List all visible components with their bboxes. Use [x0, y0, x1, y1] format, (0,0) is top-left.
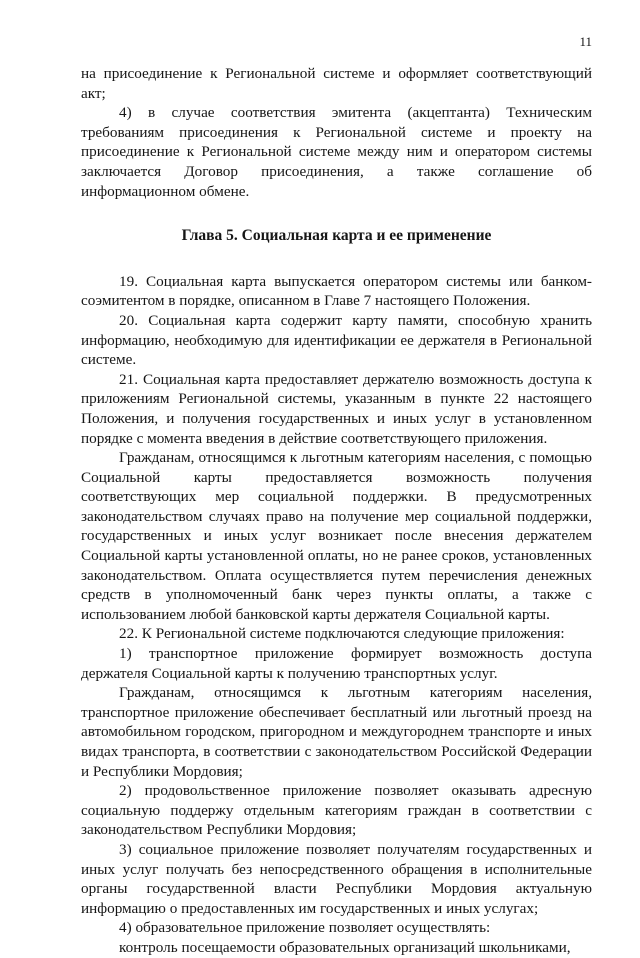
paragraph: 2) продовольственное приложение позволяет оказывать адресную социальную поддержу отдельным категориям граждан в соответствии с законодательством Республики Мордовия; [81, 782, 592, 839]
paragraph: на присоединение к Региональной системе и оформляет соответствующий акт; [81, 65, 592, 102]
paragraph: 3) социальное приложение позволяет получателям государственных и иных услуг получать без непосредственного обращения в исполнительные органы государственной власти Республики Мордовия актуальную информацию о предоставленных им государственных и иных услугах; [81, 840, 592, 917]
paragraph: 4) образовательное приложение позволяет осуществлять: [119, 919, 491, 937]
paragraph: 22. К Региональной системе подключаются следующие приложения: [119, 625, 565, 643]
paragraph: 20. Социальная карта содержит карту памяти, способную хранить информацию, необходимую для идентификации ее держателя в Региональной системе. [81, 311, 592, 369]
paragraph: 4) в случае соответствия эмитента (акцептанта) Техническим требованиям присоединения к Региональной системе и проекту на присоединение к Региональной системе между ним и оператором системы заключается Договор присоединения, а также соглашение об информационном обмене. [81, 104, 592, 200]
chapter-title: Глава 5. Социальная карта и ее применение [181, 227, 492, 245]
paragraph: 21. Социальная карта предоставляет держателю возможность доступа к приложениям Региональной системы, указанным в пункте 22 настоящего Положения, и получения государственных и иных услуг в установленном порядке с момента введения в действие соответствующего приложения. [81, 370, 592, 447]
document-body [81, 64, 592, 958]
paragraph: контроль посещаемости образовательных организаций школьниками, [119, 938, 571, 956]
paragraph: Гражданам, относящимся к льготным категориям населения, транспортное приложение обеспечивает бесплатный или льготный проезд на автомобильном городском, пригородном и междугороднем транспорте и иных видах транспорта, в соответствии с законодательством Российской Федерации и Республики Мордовия; [81, 684, 592, 780]
paragraph: 1) транспортное приложение формирует возможность доступа держателя Социальной карты к получению транспортных услуг. [81, 645, 592, 682]
page-number: 11 [579, 34, 592, 49]
paragraph: Гражданам, относящимся к льготным категориям населения, с помощью Социальной карты предоставляется возможность получения соответствующих мер социальной поддержки. В предусмотренных законодательством случаях право на получение мер социальной поддержки, государственных и иных услуг возникает после внесения держателем Социальной карты установленной оплаты, но не ранее сроков, установленных законодательством. Оплата осуществляется путем перечисления денежных средств в уполномоченный банк через пункты оплаты, а также с использованием любой банковской карты держателя Социальной карты. [81, 449, 592, 623]
paragraph: 19. Социальная карта выпускается оператором системы или банком-соэмитентом в порядке, описанном в Главе 7 настоящего Положения. [81, 272, 592, 310]
